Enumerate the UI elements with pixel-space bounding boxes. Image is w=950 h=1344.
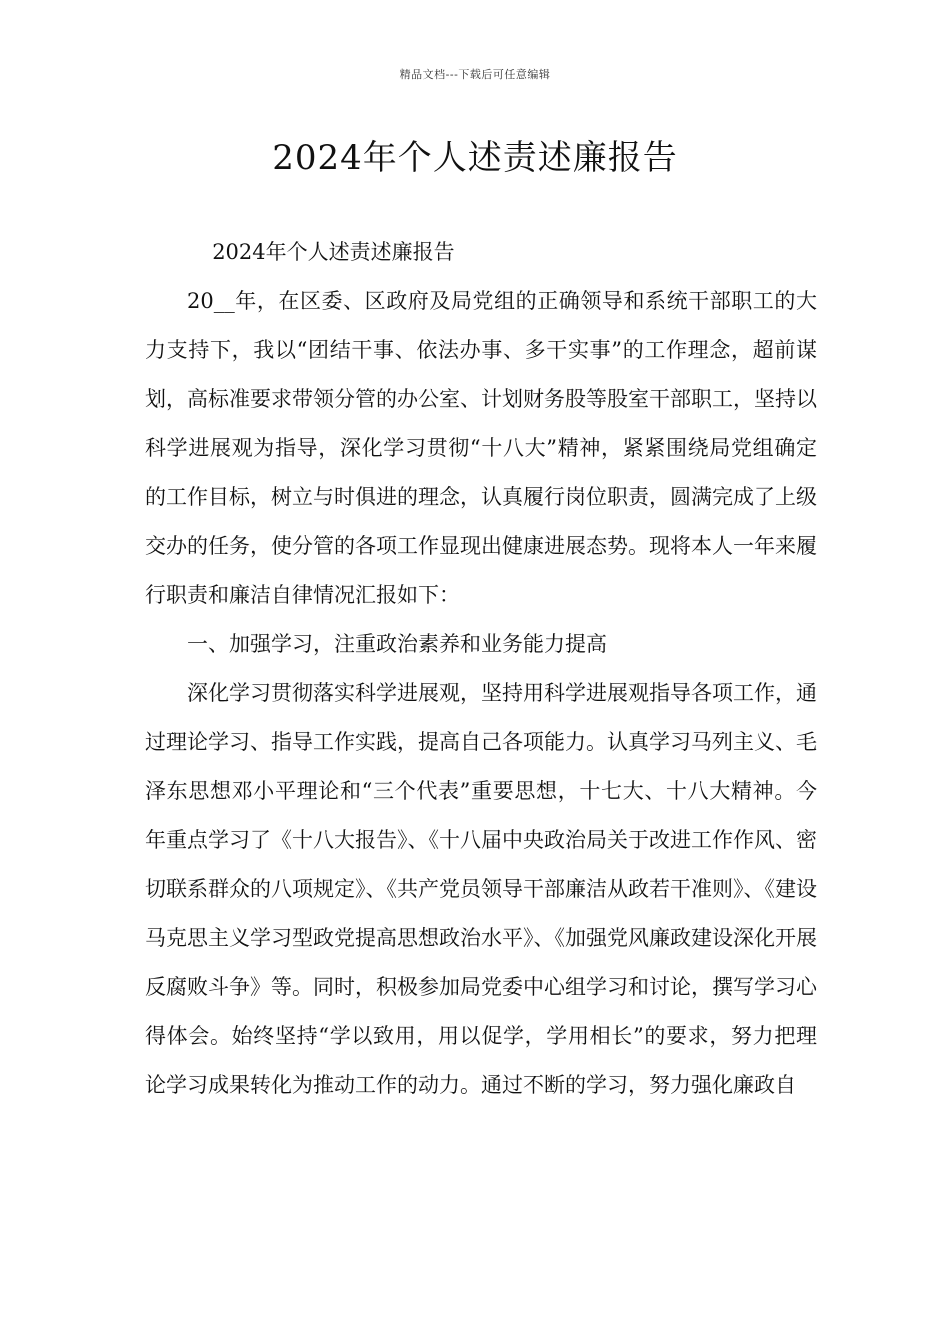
header-note: 精品文档---下载后可任意编辑 <box>399 68 551 81</box>
document-title: 2024年个人述责述廉报告 <box>272 138 678 178</box>
document-body <box>145 228 817 1110</box>
subtitle-paragraph: 2024年个人述责述廉报告 <box>212 240 455 264</box>
intro-paragraph: 20__年，在区委、区政府及局党组的正确领导和系统干部职工的大力支持下，我以“团结干事、依法办事、多干实事”的工作理念，超前谋划，高标准要求带领分管的办公室、计划财务股等股室干部职工，坚持以科学进展观为指导，深化学习贯彻“十八大”精神，紧紧围绕局党组确定的工作目标，树立与时俱进的理念，认真履行岗位职责，圆满完成了上级交办的任务，使分管的各项工作显现出健康进展态势。现将本人一年来履行职责和廉洁自律情况汇报如下： <box>145 289 817 607</box>
section-paragraph: 深化学习贯彻落实科学进展观，坚持用科学进展观指导各项工作，通过理论学习、指导工作实践，提高自己各项能力。认真学习马列主义、毛泽东思想邓小平理论和“三个代表”重要思想，十七大、十八大精神。今年重点学习了《十八大报告》、《十八届中央政治局关于改进工作作风、密切联系群众的八项规定》、《共产党员领导干部廉洁从政若干准则》、《建设马克思主义学习型政党提高思想政治水平》、《加强党风廉政建设深化开展反腐败斗争》等。同时，积极参加局党委中心组学习和讨论，撰写学习心得体会。始终坚持“学以致用，用以促学，学用相长”的要求，努力把理论学习成果转化为推动工作的动力。通过不断的学习，努力强化廉政自 <box>145 681 817 1097</box>
section-heading: 一、加强学习，注重政治素养和业务能力提高 <box>187 632 607 656</box>
